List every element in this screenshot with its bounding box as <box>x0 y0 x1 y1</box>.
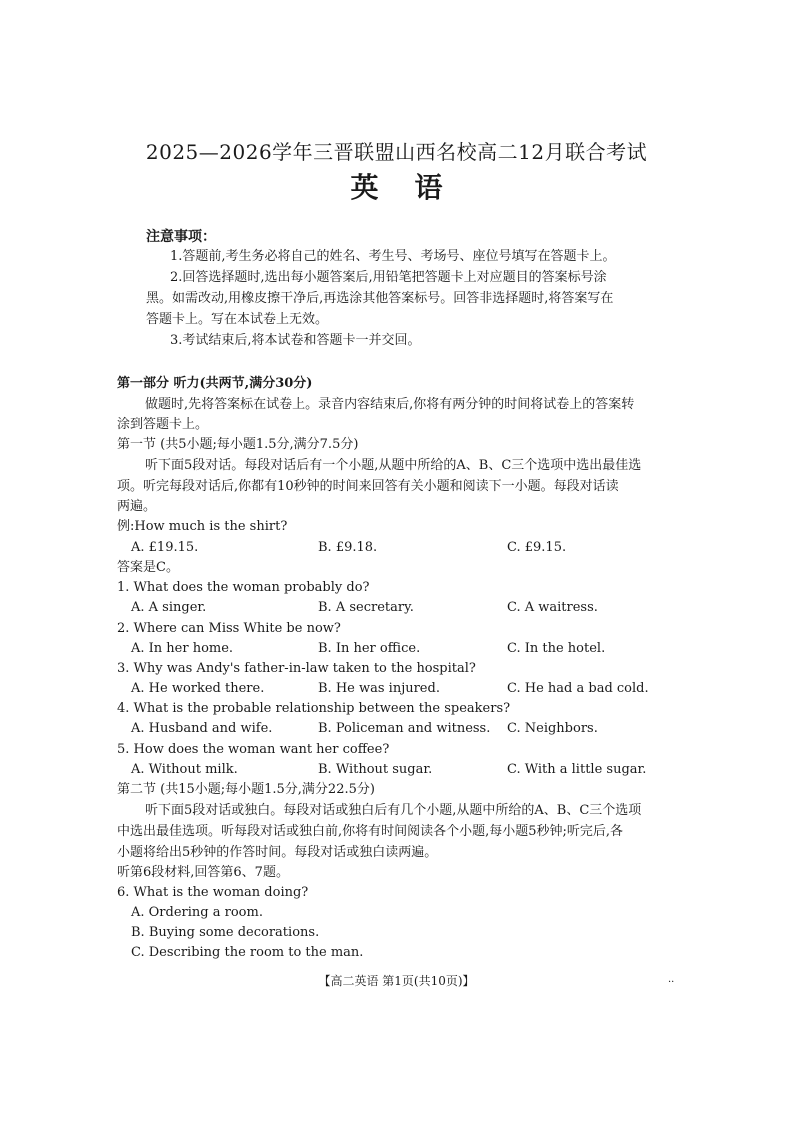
page-footer: 【高二英语 第1页(共10页)】 <box>318 974 475 988</box>
q3-option-c: C. He had a bad cold. <box>507 681 649 696</box>
q2-option-a: A. In her home. <box>131 641 234 656</box>
section1-instr-1: 听下面5段对话。每段对话后有一个小题,从题中所给的A、B、C三个选项中选出最佳选 <box>145 458 642 473</box>
q5-option-a: A. Without milk. <box>131 762 238 777</box>
q4-option-b: B. Policeman and witness. <box>318 721 491 736</box>
q5-option-c: C. With a little sugar. <box>507 762 647 777</box>
notice-heading: 注意事项： <box>146 229 216 245</box>
question-3: 3. Why was Andy's father-in-law taken to the hospital? <box>117 661 476 676</box>
q6-option-c: C. Describing the room to the man. <box>131 945 364 960</box>
question-1: 1. What does the woman probably do? <box>117 580 370 595</box>
material-6-heading: 听第6段材料,回答第6、7题。 <box>117 865 289 880</box>
q1-option-a: A. A singer. <box>131 600 207 615</box>
q2-option-b: B. In her office. <box>318 641 421 656</box>
footer-mark: ·· <box>668 977 675 988</box>
part1-intro-line-2: 涂到答题卡上。 <box>117 417 209 432</box>
q3-option-a: A. He worked there. <box>131 681 265 696</box>
q5-option-b: B. Without sugar. <box>318 762 433 777</box>
section2-instr-1: 听下面5段对话或独白。每段对话或独白后有几个小题,从题中所给的A、B、C三个选项 <box>145 803 642 818</box>
q1-option-c: C. A waitress. <box>507 600 598 615</box>
section1-instr-2: 项。听完每段对话后,你都有10秒钟的时间来回答有关小题和阅读下一小题。每段对话读 <box>117 479 619 494</box>
example-option-b: B. £9.18. <box>318 540 378 555</box>
example-question: 例:How much is the shirt? <box>117 519 288 534</box>
section2-instr-3: 小题将给出5秒钟的作答时间。每段对话或独白读两遍。 <box>117 845 438 860</box>
notice-line-2: 2.回答选择题时,选出每小题答案后,用铅笔把答题卡上对应题目的答案标号涂 <box>170 270 607 285</box>
example-option-a: A. £19.15. <box>131 540 199 555</box>
part1-intro-line-1: 做题时,先将答案标在试卷上。录音内容结束后,你将有两分钟的时间将试卷上的答案转 <box>145 397 635 412</box>
q6-option-a: A. Ordering a room. <box>131 905 263 920</box>
question-4: 4. What is the probable relationship between the speakers? <box>117 701 511 716</box>
notice-line-3: 黑。如需改动,用橡皮擦干净后,再选涂其他答案标号。回答非选择题时,将答案写在 <box>146 291 614 306</box>
section1-instr-3: 两遍。 <box>117 499 157 514</box>
section2-instr-2: 中选出最佳选项。听每段对话或独白前,你将有时间阅读各个小题,每小题5秒钟;听完后,各 <box>117 824 624 839</box>
q1-option-b: B. A secretary. <box>318 600 414 615</box>
question-2: 2. Where can Miss White be now? <box>117 621 341 636</box>
q6-option-b: B. Buying some decorations. <box>131 925 320 940</box>
q3-option-b: B. He was injured. <box>318 681 440 696</box>
example-option-c: C. £9.15. <box>507 540 567 555</box>
exam-title: 2025—2026学年三晋联盟山西名校高二12月联合考试 <box>145 140 648 164</box>
part1-heading: 第一部分 听力(共两节,满分30分) <box>117 376 313 391</box>
q4-option-a: A. Husband and wife. <box>131 721 273 736</box>
notice-line-5: 3.考试结束后,将本试卷和答题卡一并交回。 <box>170 333 421 348</box>
section1-heading: 第一节 (共5小题;每小题1.5分,满分7.5分) <box>117 437 359 452</box>
question-6: 6. What is the woman doing? <box>117 885 309 900</box>
notice-line-4: 答题卡上。写在本试卷上无效。 <box>146 312 329 327</box>
q2-option-c: C. In the hotel. <box>507 641 606 656</box>
subject-title: 英语 <box>350 171 479 204</box>
section2-heading: 第二节 (共15小题;每小题1.5分,满分22.5分) <box>117 782 375 797</box>
notice-line-1: 1.答题前,考生务必将自己的姓名、考生号、考场号、座位号填写在答题卡上。 <box>170 249 616 264</box>
question-5: 5. How does the woman want her coffee? <box>117 742 390 757</box>
example-answer: 答案是C。 <box>117 560 179 575</box>
q4-option-c: C. Neighbors. <box>507 721 598 736</box>
